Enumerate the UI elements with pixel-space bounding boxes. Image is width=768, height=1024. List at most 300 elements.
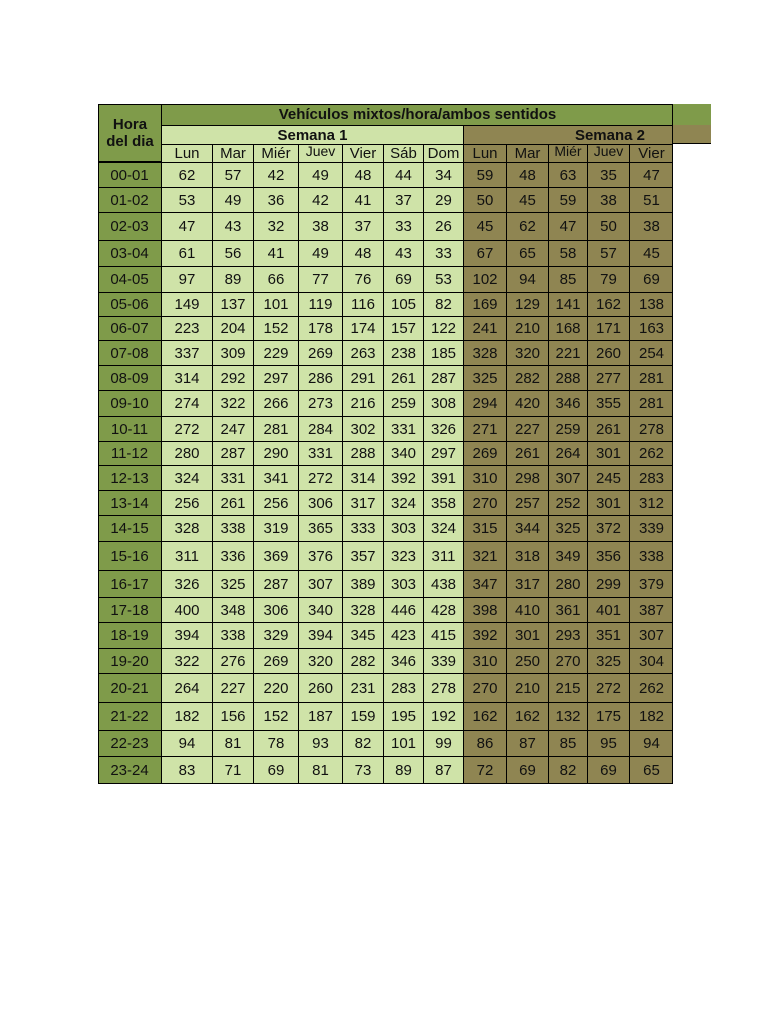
hour-cell: 22-23 xyxy=(98,730,161,756)
value-cell: 192 xyxy=(423,702,463,730)
value-cell: 315 xyxy=(463,515,506,541)
value-cell: 138 xyxy=(629,292,673,316)
value-cell: 89 xyxy=(383,756,423,784)
value-cell: 261 xyxy=(212,490,253,515)
value-cell: 162 xyxy=(506,702,548,730)
value-cell: 326 xyxy=(161,570,212,597)
value-cell: 141 xyxy=(548,292,587,316)
hour-cell: 08-09 xyxy=(98,365,161,390)
value-cell: 389 xyxy=(342,570,383,597)
value-cell: 271 xyxy=(463,416,506,441)
value-cell: 323 xyxy=(383,541,423,570)
value-cell: 349 xyxy=(548,541,587,570)
value-cell: 281 xyxy=(629,365,673,390)
value-cell: 82 xyxy=(342,730,383,756)
value-cell: 263 xyxy=(342,340,383,365)
value-cell: 162 xyxy=(463,702,506,730)
value-cell: 288 xyxy=(342,441,383,465)
value-cell: 229 xyxy=(253,340,298,365)
value-cell: 105 xyxy=(383,292,423,316)
value-cell: 69 xyxy=(383,266,423,292)
value-cell: 280 xyxy=(161,441,212,465)
value-cell: 86 xyxy=(463,730,506,756)
value-cell: 47 xyxy=(629,162,673,187)
value-cell: 299 xyxy=(587,570,629,597)
value-cell: 317 xyxy=(506,570,548,597)
value-cell: 311 xyxy=(161,541,212,570)
value-cell: 47 xyxy=(548,212,587,240)
value-cell: 171 xyxy=(587,316,629,340)
value-cell: 261 xyxy=(587,416,629,441)
hour-cell: 07-08 xyxy=(98,340,161,365)
value-cell: 43 xyxy=(383,240,423,266)
value-cell: 324 xyxy=(383,490,423,515)
value-cell: 324 xyxy=(423,515,463,541)
hour-cell: 09-10 xyxy=(98,390,161,416)
hour-cell: 04-05 xyxy=(98,266,161,292)
day-header: Sáb xyxy=(383,144,423,162)
value-cell: 71 xyxy=(212,756,253,784)
value-cell: 227 xyxy=(506,416,548,441)
value-cell: 369 xyxy=(253,541,298,570)
value-cell: 276 xyxy=(212,648,253,673)
value-cell: 43 xyxy=(212,212,253,240)
value-cell: 187 xyxy=(298,702,342,730)
value-cell: 357 xyxy=(342,541,383,570)
value-cell: 38 xyxy=(587,187,629,212)
value-cell: 216 xyxy=(342,390,383,416)
value-cell: 270 xyxy=(548,648,587,673)
value-cell: 311 xyxy=(423,541,463,570)
value-cell: 272 xyxy=(587,673,629,702)
value-cell: 66 xyxy=(253,266,298,292)
value-cell: 82 xyxy=(548,756,587,784)
value-cell: 278 xyxy=(629,416,673,441)
value-cell: 338 xyxy=(212,622,253,648)
value-cell: 69 xyxy=(253,756,298,784)
value-cell: 26 xyxy=(423,212,463,240)
value-cell: 67 xyxy=(463,240,506,266)
value-cell: 221 xyxy=(548,340,587,365)
value-cell: 195 xyxy=(383,702,423,730)
value-cell: 137 xyxy=(212,292,253,316)
value-cell: 256 xyxy=(253,490,298,515)
value-cell: 63 xyxy=(548,162,587,187)
value-cell: 344 xyxy=(506,515,548,541)
day-header: Miér xyxy=(548,144,587,162)
value-cell: 288 xyxy=(548,365,587,390)
day-header: Juev xyxy=(587,144,629,162)
value-cell: 331 xyxy=(212,465,253,490)
value-cell: 89 xyxy=(212,266,253,292)
value-cell: 270 xyxy=(463,490,506,515)
value-cell: 56 xyxy=(212,240,253,266)
value-cell: 351 xyxy=(587,622,629,648)
value-cell: 97 xyxy=(161,266,212,292)
hour-cell: 15-16 xyxy=(98,541,161,570)
value-cell: 291 xyxy=(342,365,383,390)
value-cell: 293 xyxy=(548,622,587,648)
value-cell: 310 xyxy=(463,648,506,673)
value-cell: 59 xyxy=(548,187,587,212)
hour-header-line: Hora xyxy=(112,116,148,133)
value-cell: 321 xyxy=(463,541,506,570)
value-cell: 312 xyxy=(629,490,673,515)
value-cell: 94 xyxy=(161,730,212,756)
value-cell: 298 xyxy=(506,465,548,490)
value-cell: 398 xyxy=(463,597,506,622)
value-cell: 392 xyxy=(463,622,506,648)
value-cell: 41 xyxy=(342,187,383,212)
value-cell: 47 xyxy=(161,212,212,240)
value-cell: 53 xyxy=(161,187,212,212)
value-cell: 87 xyxy=(423,756,463,784)
day-header: Juev xyxy=(298,144,342,162)
value-cell: 264 xyxy=(548,441,587,465)
value-cell: 325 xyxy=(587,648,629,673)
hour-cell: 13-14 xyxy=(98,490,161,515)
hour-cell: 16-17 xyxy=(98,570,161,597)
value-cell: 42 xyxy=(298,187,342,212)
value-cell: 420 xyxy=(506,390,548,416)
value-cell: 231 xyxy=(342,673,383,702)
hour-cell: 12-13 xyxy=(98,465,161,490)
value-cell: 379 xyxy=(629,570,673,597)
value-cell: 122 xyxy=(423,316,463,340)
value-cell: 347 xyxy=(463,570,506,597)
value-cell: 287 xyxy=(423,365,463,390)
value-cell: 314 xyxy=(342,465,383,490)
value-cell: 278 xyxy=(423,673,463,702)
value-cell: 168 xyxy=(548,316,587,340)
value-cell: 61 xyxy=(161,240,212,266)
value-cell: 333 xyxy=(342,515,383,541)
value-cell: 259 xyxy=(548,416,587,441)
value-cell: 310 xyxy=(463,465,506,490)
value-cell: 215 xyxy=(548,673,587,702)
hour-cell: 02-03 xyxy=(98,212,161,240)
value-cell: 274 xyxy=(161,390,212,416)
value-cell: 283 xyxy=(383,673,423,702)
hour-cell: 06-07 xyxy=(98,316,161,340)
value-cell: 319 xyxy=(253,515,298,541)
value-cell: 245 xyxy=(587,465,629,490)
value-cell: 325 xyxy=(463,365,506,390)
value-cell: 38 xyxy=(629,212,673,240)
day-header: Mar xyxy=(212,144,253,162)
value-cell: 94 xyxy=(629,730,673,756)
value-cell: 101 xyxy=(383,730,423,756)
value-cell: 48 xyxy=(342,240,383,266)
value-cell: 438 xyxy=(423,570,463,597)
hour-cell: 21-22 xyxy=(98,702,161,730)
value-cell: 178 xyxy=(298,316,342,340)
hour-cell: 01-02 xyxy=(98,187,161,212)
hour-cell: 05-06 xyxy=(98,292,161,316)
value-cell: 223 xyxy=(161,316,212,340)
value-cell: 48 xyxy=(342,162,383,187)
hour-cell: 19-20 xyxy=(98,648,161,673)
value-cell: 394 xyxy=(298,622,342,648)
value-cell: 273 xyxy=(298,390,342,416)
value-cell: 415 xyxy=(423,622,463,648)
value-cell: 308 xyxy=(423,390,463,416)
value-cell: 328 xyxy=(342,597,383,622)
value-cell: 266 xyxy=(253,390,298,416)
week1-label: Semana 1 xyxy=(161,125,463,144)
value-cell: 175 xyxy=(587,702,629,730)
value-cell: 303 xyxy=(383,570,423,597)
value-cell: 241 xyxy=(463,316,506,340)
value-cell: 94 xyxy=(506,266,548,292)
traffic-table xyxy=(98,104,673,784)
value-cell: 163 xyxy=(629,316,673,340)
hour-cell: 18-19 xyxy=(98,622,161,648)
value-cell: 69 xyxy=(506,756,548,784)
value-cell: 329 xyxy=(253,622,298,648)
value-cell: 169 xyxy=(463,292,506,316)
value-cell: 247 xyxy=(212,416,253,441)
value-cell: 340 xyxy=(298,597,342,622)
value-cell: 260 xyxy=(587,340,629,365)
value-cell: 346 xyxy=(383,648,423,673)
day-header: Mar xyxy=(506,144,548,162)
value-cell: 339 xyxy=(423,648,463,673)
value-cell: 32 xyxy=(253,212,298,240)
value-cell: 33 xyxy=(423,240,463,266)
value-cell: 304 xyxy=(629,648,673,673)
value-cell: 62 xyxy=(161,162,212,187)
day-header: Miér xyxy=(253,144,298,162)
value-cell: 254 xyxy=(629,340,673,365)
value-cell: 290 xyxy=(253,441,298,465)
value-cell: 284 xyxy=(298,416,342,441)
value-cell: 292 xyxy=(212,365,253,390)
value-cell: 345 xyxy=(342,622,383,648)
value-cell: 87 xyxy=(506,730,548,756)
value-cell: 185 xyxy=(423,340,463,365)
value-cell: 152 xyxy=(253,702,298,730)
value-cell: 302 xyxy=(342,416,383,441)
value-cell: 38 xyxy=(298,212,342,240)
value-cell: 341 xyxy=(253,465,298,490)
value-cell: 157 xyxy=(383,316,423,340)
value-cell: 326 xyxy=(423,416,463,441)
value-cell: 322 xyxy=(161,648,212,673)
value-cell: 314 xyxy=(161,365,212,390)
value-cell: 50 xyxy=(463,187,506,212)
value-cell: 81 xyxy=(298,756,342,784)
hour-cell: 17-18 xyxy=(98,597,161,622)
value-cell: 322 xyxy=(212,390,253,416)
value-cell: 346 xyxy=(548,390,587,416)
value-cell: 62 xyxy=(506,212,548,240)
value-cell: 119 xyxy=(298,292,342,316)
value-cell: 282 xyxy=(342,648,383,673)
value-cell: 45 xyxy=(506,187,548,212)
value-cell: 269 xyxy=(298,340,342,365)
value-cell: 85 xyxy=(548,266,587,292)
value-cell: 34 xyxy=(423,162,463,187)
value-cell: 65 xyxy=(629,756,673,784)
hour-cell: 10-11 xyxy=(98,416,161,441)
value-cell: 392 xyxy=(383,465,423,490)
day-header: Vier xyxy=(629,144,673,162)
hour-cell: 14-15 xyxy=(98,515,161,541)
value-cell: 59 xyxy=(463,162,506,187)
value-cell: 348 xyxy=(212,597,253,622)
value-cell: 287 xyxy=(253,570,298,597)
value-cell: 355 xyxy=(587,390,629,416)
value-cell: 227 xyxy=(212,673,253,702)
value-cell: 423 xyxy=(383,622,423,648)
value-cell: 36 xyxy=(253,187,298,212)
value-cell: 238 xyxy=(383,340,423,365)
value-cell: 210 xyxy=(506,316,548,340)
value-cell: 152 xyxy=(253,316,298,340)
value-cell: 33 xyxy=(383,212,423,240)
value-cell: 95 xyxy=(587,730,629,756)
value-cell: 81 xyxy=(212,730,253,756)
value-cell: 277 xyxy=(587,365,629,390)
value-cell: 252 xyxy=(548,490,587,515)
value-cell: 282 xyxy=(506,365,548,390)
value-cell: 272 xyxy=(298,465,342,490)
value-cell: 269 xyxy=(253,648,298,673)
value-cell: 50 xyxy=(587,212,629,240)
value-cell: 325 xyxy=(212,570,253,597)
value-cell: 77 xyxy=(298,266,342,292)
value-cell: 260 xyxy=(298,673,342,702)
value-cell: 394 xyxy=(161,622,212,648)
value-cell: 257 xyxy=(506,490,548,515)
value-cell: 45 xyxy=(629,240,673,266)
value-cell: 262 xyxy=(629,441,673,465)
day-header: Lun xyxy=(161,144,212,162)
value-cell: 270 xyxy=(463,673,506,702)
value-cell: 162 xyxy=(587,292,629,316)
value-cell: 410 xyxy=(506,597,548,622)
value-cell: 174 xyxy=(342,316,383,340)
value-cell: 76 xyxy=(342,266,383,292)
hour-cell: 20-21 xyxy=(98,673,161,702)
value-cell: 376 xyxy=(298,541,342,570)
day-header: Lun xyxy=(463,144,506,162)
value-cell: 42 xyxy=(253,162,298,187)
value-cell: 156 xyxy=(212,702,253,730)
week2-label: Semana 2 xyxy=(463,125,673,144)
value-cell: 29 xyxy=(423,187,463,212)
hour-cell: 00-01 xyxy=(98,162,161,187)
value-cell: 41 xyxy=(253,240,298,266)
value-cell: 317 xyxy=(342,490,383,515)
value-cell: 129 xyxy=(506,292,548,316)
value-cell: 320 xyxy=(298,648,342,673)
value-cell: 45 xyxy=(463,212,506,240)
value-cell: 446 xyxy=(383,597,423,622)
value-cell: 324 xyxy=(161,465,212,490)
value-cell: 309 xyxy=(212,340,253,365)
value-cell: 400 xyxy=(161,597,212,622)
value-cell: 301 xyxy=(587,490,629,515)
value-cell: 210 xyxy=(506,673,548,702)
value-cell: 262 xyxy=(629,673,673,702)
value-cell: 57 xyxy=(212,162,253,187)
value-cell: 264 xyxy=(161,673,212,702)
value-cell: 325 xyxy=(548,515,587,541)
value-cell: 301 xyxy=(506,622,548,648)
hour-cell: 03-04 xyxy=(98,240,161,266)
value-cell: 83 xyxy=(161,756,212,784)
value-cell: 303 xyxy=(383,515,423,541)
value-cell: 331 xyxy=(383,416,423,441)
value-cell: 297 xyxy=(253,365,298,390)
value-cell: 65 xyxy=(506,240,548,266)
value-cell: 250 xyxy=(506,648,548,673)
value-cell: 132 xyxy=(548,702,587,730)
value-cell: 297 xyxy=(423,441,463,465)
value-cell: 82 xyxy=(423,292,463,316)
value-cell: 58 xyxy=(548,240,587,266)
value-cell: 318 xyxy=(506,541,548,570)
value-cell: 331 xyxy=(298,441,342,465)
value-cell: 182 xyxy=(629,702,673,730)
value-cell: 365 xyxy=(298,515,342,541)
value-cell: 261 xyxy=(506,441,548,465)
value-cell: 49 xyxy=(298,162,342,187)
value-cell: 306 xyxy=(298,490,342,515)
value-cell: 372 xyxy=(587,515,629,541)
value-cell: 259 xyxy=(383,390,423,416)
table-title: Vehículos mixtos/hora/ambos sentidos xyxy=(161,104,673,125)
value-cell: 37 xyxy=(383,187,423,212)
value-cell: 337 xyxy=(161,340,212,365)
value-cell: 51 xyxy=(629,187,673,212)
value-cell: 220 xyxy=(253,673,298,702)
value-cell: 37 xyxy=(342,212,383,240)
value-cell: 356 xyxy=(587,541,629,570)
value-cell: 287 xyxy=(212,441,253,465)
value-cell: 361 xyxy=(548,597,587,622)
value-cell: 338 xyxy=(212,515,253,541)
hour-header xyxy=(98,104,161,162)
day-header: Vier xyxy=(342,144,383,162)
value-cell: 101 xyxy=(253,292,298,316)
value-cell: 99 xyxy=(423,730,463,756)
value-cell: 328 xyxy=(161,515,212,541)
value-cell: 307 xyxy=(629,622,673,648)
value-cell: 306 xyxy=(253,597,298,622)
value-cell: 85 xyxy=(548,730,587,756)
hour-header-line: del dia xyxy=(106,133,154,150)
value-cell: 73 xyxy=(342,756,383,784)
value-cell: 69 xyxy=(587,756,629,784)
value-cell: 79 xyxy=(587,266,629,292)
value-cell: 102 xyxy=(463,266,506,292)
value-cell: 307 xyxy=(298,570,342,597)
value-cell: 336 xyxy=(212,541,253,570)
value-cell: 401 xyxy=(587,597,629,622)
value-cell: 93 xyxy=(298,730,342,756)
value-cell: 159 xyxy=(342,702,383,730)
title-band-extension xyxy=(673,104,711,125)
value-cell: 294 xyxy=(463,390,506,416)
value-cell: 72 xyxy=(463,756,506,784)
value-cell: 283 xyxy=(629,465,673,490)
value-cell: 204 xyxy=(212,316,253,340)
value-cell: 280 xyxy=(548,570,587,597)
value-cell: 261 xyxy=(383,365,423,390)
